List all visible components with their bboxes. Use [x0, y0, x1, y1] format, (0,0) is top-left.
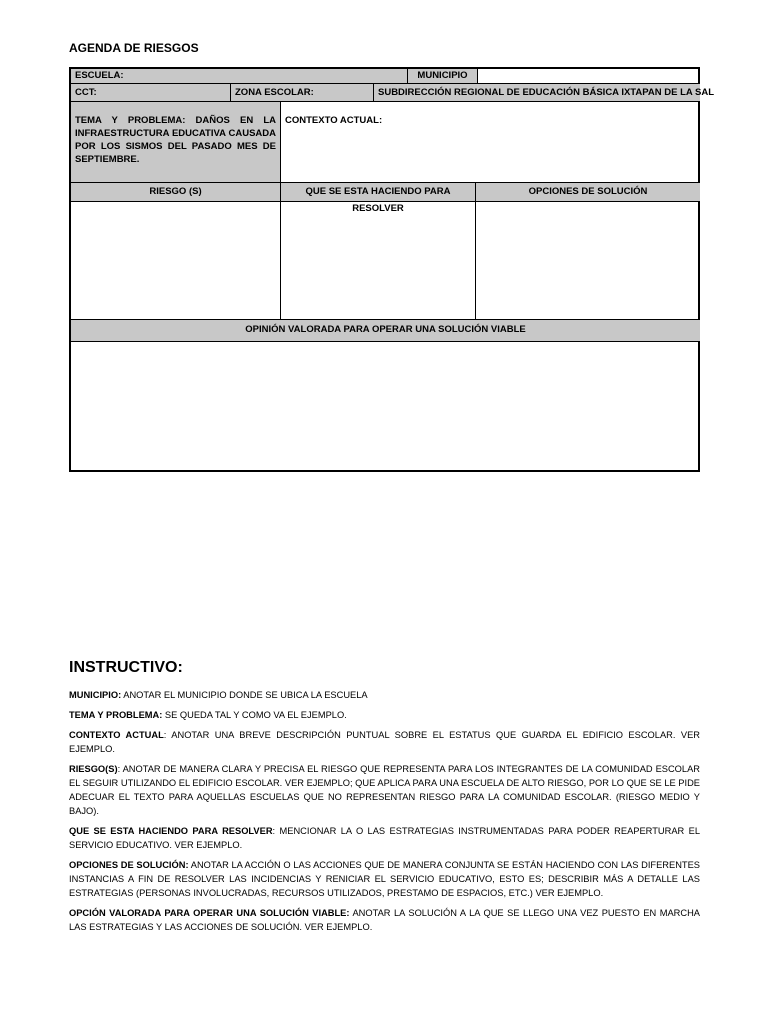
- resolver-header: QUE SE ESTA HACIENDO PARA RESOLVER: [281, 183, 476, 202]
- instruction-item: QUE SE ESTA HACIENDO PARA RESOLVER: MENCIONAR LA O LAS ESTRATEGIAS INSTRUMENTADAS PARA PODER REAPERTURAR EL SERVICIO EDUCATIVO. VER EJEMPLO.: [69, 826, 700, 850]
- opciones-field[interactable]: [476, 202, 700, 320]
- instruction-item: OPCIONES DE SOLUCIÓN: ANOTAR LA ACCIÓN O LAS ACCIONES QUE DE MANERA CONJUNTA SE ESTÁN HACIENDO CON LAS DIFERENTES INSTANCIAS A FIN DE RESOLVER LAS INCIDENCIAS Y RENICIAR EL SERVICIO EDUCATIVO, ESTO ES; DESCRIBIR MÁS A DETALLE LAS ESTRATEGIAS (PERSONAS INVOLUCRADAS, RECURSOS UTILIZADOS, PRESTAMO DE ESPACIOS, ETC.) VER EJEMPLO.: [69, 860, 700, 898]
- document-title: AGENDA DE RIESGOS: [69, 41, 199, 55]
- instructivo-section: [69, 658, 700, 940]
- instruction-item: TEMA Y PROBLEMA: SE QUEDA TAL Y COMO VA EL EJEMPLO.: [69, 710, 347, 720]
- resolver-field[interactable]: [281, 202, 476, 320]
- instruction-item: CONTEXTO ACTUAL: ANOTAR UNA BREVE DESCRIPCIÓN PUNTUAL SOBRE EL ESTATUS QUE GUARDA EL EDIFICIO ESCOLAR. VER EJEMPLO.: [69, 730, 700, 754]
- risk-agenda-form: [69, 67, 715, 472]
- opciones-header: OPCIONES DE SOLUCIÓN: [476, 183, 700, 202]
- opinion-header: OPINIÓN VALORADA PARA OPERAR UNA SOLUCIÓN VIABLE: [71, 320, 700, 342]
- opinion-field[interactable]: [71, 342, 700, 470]
- riesgo-field[interactable]: [71, 202, 281, 320]
- escuela-label: ESCUELA:: [71, 69, 408, 84]
- instruction-item: RIESGO(S): ANOTAR DE MANERA CLARA Y PRECISA EL RIESGO QUE REPRESENTA PARA LOS INTEGRANTES DE LA COMUNIDAD ESCOLAR EL SEGUIR UTILIZANDO EL EDIFICIO ESCOLAR. VER EJEMPLO; QUE APLICA PARA UNA ESCUELA DE ALTO RIESGO, POR LO QUE SE LE PIDE ADECUAR EL TEXTO PARA AQUELLAS ESCUELAS QUE NO REPRESENTAN RIESGO PARA LA COMUNIDAD ESCOLAR. (RIESGO MEDIO Y BAJO).: [69, 764, 700, 816]
- contexto-actual-field[interactable]: [281, 102, 700, 183]
- instructivo-heading: INSTRUCTIVO:: [69, 659, 183, 676]
- riesgo-header: RIESGO (S): [71, 183, 281, 202]
- subdireccion-label: SUBDIRECCIÓN REGIONAL DE EDUCACIÓN BÁSICA IXTAPAN DE LA SAL: [374, 84, 700, 102]
- contexto-actual-label: CONTEXTO ACTUAL:: [285, 115, 383, 126]
- instruction-item: MUNICIPIO: ANOTAR EL MUNICIPIO DONDE SE UBICA LA ESCUELA: [69, 690, 368, 700]
- tema-problema-text: TEMA Y PROBLEMA: DAÑOS EN LA INFRAESTRUCTURA EDUCATIVA CAUSADA POR LOS SISMOS DEL PASADO MES DE SEPTIEMBRE.: [71, 102, 281, 183]
- instruction-item: OPCIÓN VALORADA PARA OPERAR UNA SOLUCIÓN VIABLE: ANOTAR LA SOLUCIÓN A LA QUE SE LLEGO UNA VEZ PUESTO EN MARCHA LAS ESTRATEGIAS Y LAS ACCIONES DE SOLUCIÓN. VER EJEMPLO.: [69, 908, 700, 932]
- zona-escolar-label: ZONA ESCOLAR:: [231, 84, 374, 102]
- municipio-label: MUNICIPIO: [408, 69, 478, 84]
- cct-label: CCT:: [71, 84, 231, 102]
- municipio-field[interactable]: [478, 69, 700, 84]
